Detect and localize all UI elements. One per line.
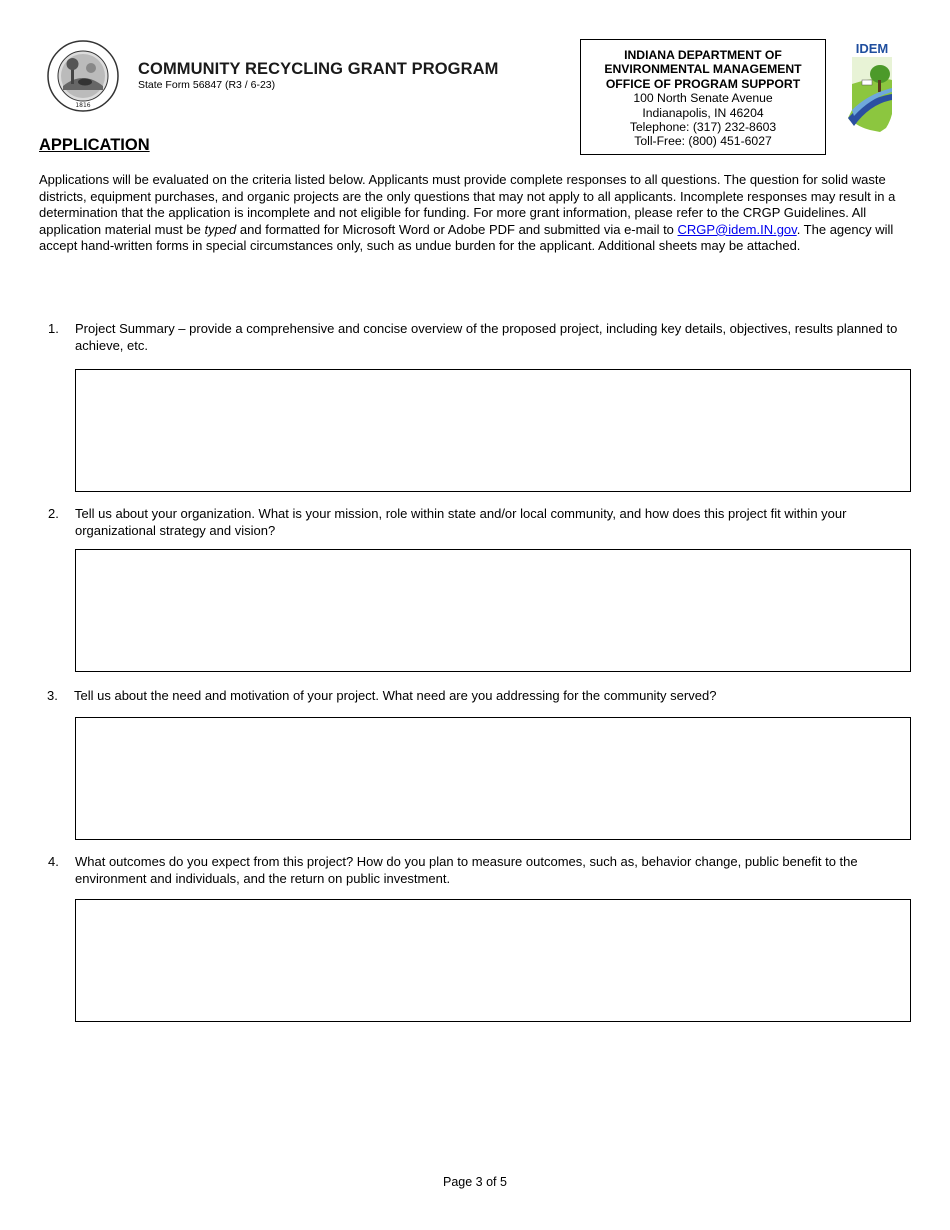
state-seal-logo <box>47 40 119 112</box>
svg-text:1816: 1816 <box>75 102 91 109</box>
city-state-zip: Indianapolis, IN 46204 <box>642 105 764 120</box>
question-3-text: Tell us about the need and motivation of your project. What need are you addressing for the community served? <box>74 688 717 703</box>
instructions-typed-emphasis: typed <box>204 221 237 237</box>
question-number: 3. <box>47 688 58 703</box>
department-name-line1: INDIANA DEPARTMENT OF <box>624 48 782 62</box>
program-title: COMMUNITY RECYCLING GRANT PROGRAM <box>138 60 499 78</box>
idem-logo-text: IDEM <box>855 41 889 56</box>
instructions-text-part2: and formatted for Microsoft Word or Adobe PDF and submitted via e-mail to <box>236 221 678 237</box>
question-1-answer-field[interactable] <box>75 369 911 492</box>
application-heading: APPLICATION <box>39 136 150 154</box>
instructions-paragraph <box>39 172 919 255</box>
department-name-line2: ENVIRONMENTAL MANAGEMENT <box>604 62 802 77</box>
instructions-text-part3: . The agency will accept hand-written forms in special circumstances only, such as undue burden for the applicant. Additional sheets may be attached. <box>39 221 894 254</box>
question-2-answer-field[interactable] <box>75 549 911 672</box>
street-address: 100 North Senate Avenue <box>633 91 773 106</box>
office-name: OFFICE OF PROGRAM SUPPORT <box>605 76 801 91</box>
department-info-box <box>580 39 826 155</box>
question-3-answer-field[interactable] <box>75 717 911 840</box>
question-1-text: Project Summary – provide a comprehensive and concise overview of the proposed project, including key details, objectives, results planned to achieve, etc. <box>75 321 898 353</box>
question-number: 2. <box>48 506 59 521</box>
instructions-text-part1: Applications will be evaluated on the criteria listed below. Applicants must provide complete responses to all questions. The question for solid waste districts, equipment purchases, and organic projects are the only questions that may not apply to all applicants. Incomplete responses may result in a determination that the application is incomplete and not eligible for funding. For more grant information, please refer to the CRGP Guidelines. All application material must be <box>39 172 896 237</box>
question-4-text: What outcomes do you expect from this project? How do you plan to measure outcomes, such as, behavior change, public benefit to the environment and individuals, and the return on public investment. <box>75 854 858 886</box>
question-number: 1. <box>48 321 59 336</box>
toll-free-number: Toll-Free: (800) 451-6027 <box>634 134 772 149</box>
email-link[interactable]: CRGP@idem.IN.gov <box>677 221 797 237</box>
page-number: Page 3 of 5 <box>443 1175 507 1189</box>
telephone: Telephone: (317) 232-8603 <box>629 120 777 135</box>
question-number: 4. <box>48 854 59 869</box>
question-2-text: Tell us about your organization. What is your mission, role within state and/or local community, and how does this project fit within your organizational strategy and vision? <box>75 506 847 538</box>
form-number: State Form 56847 (R3 / 6-23) <box>138 79 276 91</box>
question-4-answer-field[interactable] <box>75 899 911 1022</box>
idem-logo <box>840 40 902 136</box>
